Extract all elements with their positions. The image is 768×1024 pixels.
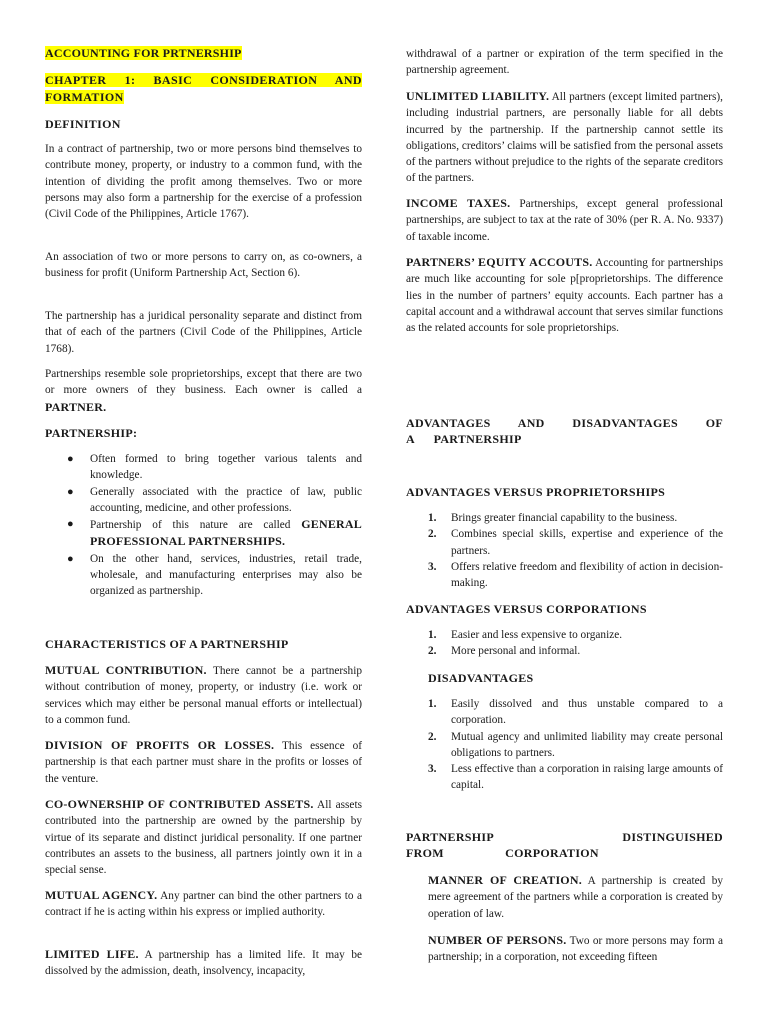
list-item: 1. Easier and less expensive to organize. bbox=[428, 629, 623, 641]
advantages-vs-proprietorships-list bbox=[406, 510, 723, 591]
list-item: ● Often formed to bring together various talents and knowledge. bbox=[67, 453, 362, 482]
list-item: 3. Offers relative freedom and flexibility of action in decision-making. bbox=[428, 560, 723, 590]
distinction-manner-of-creation: MANNER OF CREATION. A partnership is created by mere agreement of the partners while a corporation is created by operation of law. bbox=[428, 873, 723, 920]
partnership-bullet-list bbox=[45, 451, 362, 600]
characteristic-income-taxes: INCOME TAXES. Partnerships, except general professional partnerships, are subject to tax at the rate of 30% (per R. A. No. 9337) of taxable income. bbox=[406, 196, 723, 243]
list-item: ● Partnership of this nature are called GENERAL PROFESSIONAL PARTNERSHIPS. bbox=[67, 517, 362, 549]
characteristic-division-of-profits: DIVISION OF PROFITS OR LOSSES. This essence of partnership is that each partner must share in the profits or losses of the venture. bbox=[45, 738, 362, 785]
characteristic-unlimited-liability: UNLIMITED LIABILITY. All partners (except limited partners), including industrial partners, are personally liable for all debts incurred by the partnership. If the partnership cannot settle its obligations, creditors’ claims will be satisfied from the personal assets of the partners without prejudice to the rights of the separate creditors of the partners. bbox=[406, 89, 723, 185]
limited-life-continuation: withdrawal of a partner or expiration of the term specified in the partnership agreement. bbox=[406, 48, 723, 77]
list-item: 2. Combines special skills, expertise and experience of the partners. bbox=[428, 528, 723, 557]
characteristic-limited-life: LIMITED LIFE. A partnership has a limited life. It may be dissolved by the admission, death, insolvency, incapacity, bbox=[45, 947, 363, 978]
list-item: 3. Less effective than a corporation in raising large amounts of capital. bbox=[428, 763, 723, 792]
list-item: ● Generally associated with the practice of law, public accounting, medicine, and other professions. bbox=[67, 485, 362, 514]
list-item: 1. Easily dissolved and thus unstable compared to a corporation. bbox=[428, 698, 723, 727]
chapter-heading: CHAPTER 1: BASIC CONSIDERATION AND FORMATION bbox=[45, 73, 362, 104]
bullet-icon: ● bbox=[67, 552, 74, 565]
characteristic-mutual-agency: MUTUAL AGENCY. Any partner can bind the other partners to a contract if he is acting within his express or implied authority. bbox=[45, 888, 362, 919]
advantages-vs-corporations-list bbox=[406, 627, 723, 660]
definition-paragraph-4: Partnerships resemble sole proprietorships, except that there are two or more owners of they business. Each owner is called a PARTNER. bbox=[45, 368, 362, 414]
advantages-disadvantages-heading: ADVANTAGES AND DISADVANTAGES OF A PARTNERSHIP bbox=[406, 416, 723, 447]
bullet-icon: ● bbox=[67, 485, 74, 498]
document-title: ACCOUNTING FOR PRTNERSHIP bbox=[45, 46, 242, 60]
definition-paragraph-2: An association of two or more persons to carry on, as co-owners, a business for profit (Uniform Partnership Act, Section 6). bbox=[45, 251, 362, 280]
bullet-icon: ● bbox=[67, 518, 74, 531]
list-item: 2. Mutual agency and unlimited liability may create personal obligations to partners. bbox=[428, 730, 723, 759]
distinction-number-of-persons: NUMBER OF PERSONS. Two or more persons may form a partnership; in a corporation, not exceeding fifteen bbox=[428, 933, 724, 964]
disadvantages-list bbox=[406, 696, 723, 794]
partnership-vs-corporation-heading: PARTNERSHIP DISTINGUISHED FROM CORPORATION bbox=[406, 830, 723, 861]
list-item: 1. Brings greater financial capability to the business. bbox=[428, 512, 678, 524]
list-item: ● On the other hand, services, industries, retail trade, wholesale, and manufacturing enterprises may also be organized as partnership. bbox=[67, 552, 362, 598]
characteristics-heading: CHARACTERISTICS OF A PARTNERSHIP bbox=[45, 637, 289, 651]
partnership-heading: PARTNERSHIP: bbox=[45, 426, 138, 440]
characteristic-partners-equity: PARTNERS’ EQUITY ACCOUTS. Accounting for partnerships are much like accounting for sole p[proprietorships. The difference lies in the number of partners’ equity accounts. Each partner has a capital account and a withdrawal account that serves similar functions as the related accounts for sole proprietorships. bbox=[406, 255, 723, 335]
list-item: 2. More personal and informal. bbox=[428, 645, 581, 658]
definition-paragraph-3: The partnership has a juridical personality separate and distinct from that of each of the partners (Civil Code of the Philippines, Article 1768). bbox=[45, 310, 362, 355]
characteristic-mutual-contribution: MUTUAL CONTRIBUTION. There cannot be a partnership without contribution of money, property, or industry (i.e. work or services which may either be personal manual efforts or intellectual) to a common fund. bbox=[45, 663, 362, 726]
definition-paragraph-1: In a contract of partnership, two or more persons bind themselves to contribute money, property, or industry to a common fund, with the intention of dividing the profit among themselves. Two or more persons may also form a partnership for the exercise of a profession (Civil Code of the Philippines, Article 1767). bbox=[45, 143, 362, 221]
advantages-vs-proprietorships-heading: ADVANTAGES VERSUS PROPRIETORSHIPS bbox=[406, 485, 666, 499]
disadvantages-heading: DISADVANTAGES bbox=[428, 671, 534, 685]
definition-heading: DEFINITION bbox=[45, 117, 121, 131]
characteristic-co-ownership: CO-OWNERSHIP OF CONTRIBUTED ASSETS. All assets contributed into the partnership are owned by the partnership by virtue of its separate and distinct juridical personality. If one partner contributes an assets to the business, all partners jointly own it in a special sense. bbox=[45, 797, 362, 877]
bullet-icon: ● bbox=[67, 453, 74, 465]
advantages-vs-corporations-heading: ADVANTAGES VERSUS CORPORATIONS bbox=[406, 602, 647, 616]
